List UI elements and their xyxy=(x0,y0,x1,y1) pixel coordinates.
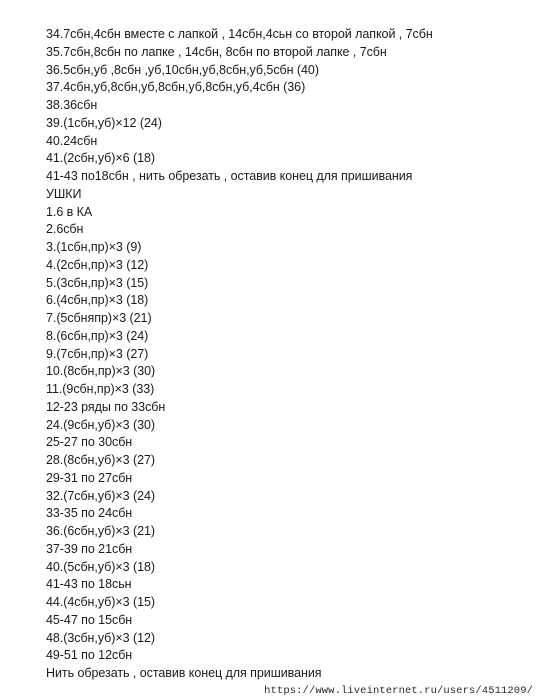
section-heading-ears: УШКИ xyxy=(46,186,82,201)
pattern-line: 4.(2сбн,пр)×3 (12) xyxy=(46,257,149,272)
pattern-line: 29-31 по 27сбн xyxy=(46,470,133,485)
pattern-line: 11.(9сбн,пр)×3 (33) xyxy=(46,382,155,396)
pattern-line: 40.(5сбн,уб)×3 (18) xyxy=(46,559,155,574)
pattern-line: 37.4сбн,уб,8сбн,уб,8сбн,уб,8сбн,уб,4сбн (36) xyxy=(46,80,306,95)
pattern-line: 24.(9сбн,уб)×3 (30) xyxy=(46,417,155,432)
pattern-line: 28.(8сбн,уб)×3 (27) xyxy=(46,453,155,467)
pattern-line: 45-47 по 15сбн xyxy=(46,612,133,627)
pattern-line: 3.(1сбн,пр)×3 (9) xyxy=(46,240,142,254)
pattern-line: 1.6 в КА xyxy=(46,204,93,219)
pattern-line: 36.(6сбн,уб)×3 (21) xyxy=(46,524,155,538)
pattern-line: 5.(3сбн,пр)×3 (15) xyxy=(46,275,149,290)
pattern-line: 34.7сбн,4сбн вместе с лапкой , 14сбн,4сьн со второй лапкой , 7сбн xyxy=(46,27,433,41)
pattern-line: 44.(4сбн,уб)×3 (15) xyxy=(46,595,155,609)
pattern-line: 37-39 по 21сбн xyxy=(46,541,133,556)
pattern-text xyxy=(46,26,534,683)
pattern-line: 32.(7сбн,уб)×3 (24) xyxy=(46,488,155,503)
pattern-line: 48.(3сбн,уб)×3 (12) xyxy=(46,630,155,645)
pattern-line: 38.36сбн xyxy=(46,98,98,112)
pattern-line: 12-23 ряды по 33сбн xyxy=(46,399,166,414)
pattern-line: 41-43 по18сбн , нить обрезать , оставив конец для пришивания xyxy=(46,169,413,183)
pattern-line: 9.(7сбн,пр)×3 (27) xyxy=(46,346,149,361)
pattern-line: 41.(2сбн,уб)×6 (18) xyxy=(46,151,155,166)
pattern-line: 36.5сбн,уб ,8сбн ,уб,10сбн,уб,8сбн,уб,5сбн (40) xyxy=(46,62,319,77)
pattern-line: 6.(4сбн,пр)×3 (18) xyxy=(46,293,149,308)
pattern-line: 8.(6сбн,пр)×3 (24) xyxy=(46,328,149,343)
source-url-watermark: https://www.liveinternet.ru/users/4511209/ xyxy=(264,685,533,697)
pattern-line: 7.(5сбняпр)×3 (21) xyxy=(46,311,152,325)
pattern-line: 40.24сбн xyxy=(46,133,98,148)
pattern-line: 49-51 по 12сбн xyxy=(46,648,133,663)
pattern-line: 2.6сбн xyxy=(46,222,84,237)
pattern-line: 39.(1сбн,уб)×12 (24) xyxy=(46,115,162,130)
pattern-line: 33-35 по 24сбн xyxy=(46,506,133,521)
pattern-line-final: Нить обрезать , оставив конец для пришивания xyxy=(46,666,322,680)
pattern-line: 41-43 по 18сьн xyxy=(46,577,132,592)
pattern-line: 10.(8сбн,пр)×3 (30) xyxy=(46,364,156,379)
pattern-line: 25-27 по 30сбн xyxy=(46,435,133,450)
pattern-line: 35.7сбн,8сбн по лапке , 14сбн, 8сбн по второй лапке , 7сбн xyxy=(46,44,387,59)
